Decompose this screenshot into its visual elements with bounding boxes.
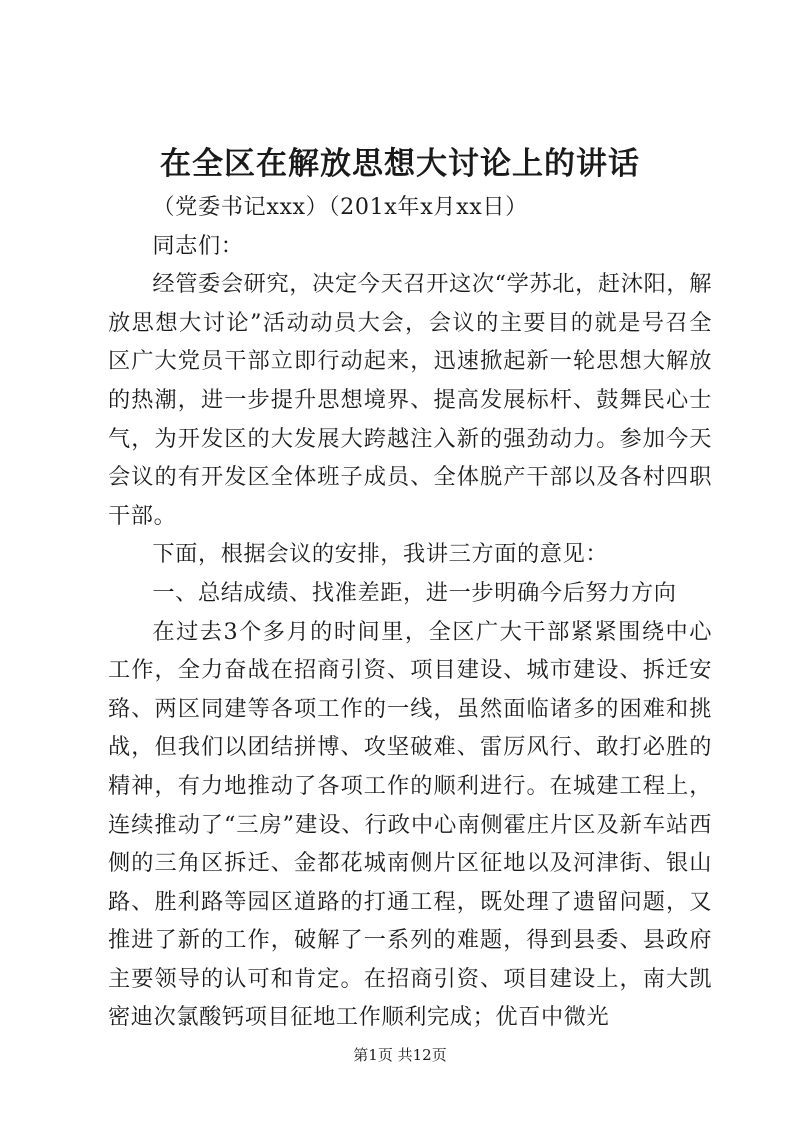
- salutation: 同志们：: [152, 232, 244, 259]
- page-footer: 第1页 共12页: [353, 1046, 447, 1064]
- document-title: 在全区在解放思想大讨论上的讲话: [160, 146, 640, 182]
- paragraph-achievements: 在过去3个多月的时间里，全区广大干部紧紧围绕中心工作，全力奋战在招商引资、项目建设、城市建设、拆迁安臵、两区同建等各项工作的一线，虽然面临诸多的困难和挑战，但我们以团结拼博、攻坚破难、雷厉风行、敢打必胜的精神，有力地推动了各项工作的顺利进行。在城建工程上，连续推动了“三房”建设、行政中心南侧霍庄片区及新车站西侧的三角区拆迁、金都花城南侧片区征地以及河津街、银山路、胜利路等园区道路的打通工程，既处理了遗留问题，又推进了新的工作，破解了一系列的难题，得到县委、县政府主要领导的认可和肯定。在招商引资、项目建设上，南大凯密迪次氯酸钙项目征地工作顺利完成；优百中微光: [108, 618, 712, 1031]
- paragraph-outline: 下面，根据会议的安排，我讲三方面的意见：: [152, 541, 609, 568]
- speaker-date-line: （党委书记xxx）（201x年x月xx日）: [152, 194, 528, 220]
- section-heading-1: 一、总结成绩、找准差距，进一步明确今后努力方向: [152, 579, 677, 606]
- document-body: [108, 188, 712, 1037]
- paragraph-intro: 经管委会研究，决定今天召开这次“学苏北，赶沐阳，解放思想大讨论”活动动员大会，会议的主要目的就是号召全区广大党员干部立即行动起来，迅速掀起新一轮思想大解放的热潮，进一步提升思想境界、提高发展标杆、鼓舞民心士气，为开发区的大发展大跨越注入新的强劲动力。参加今天会议的有开发区全体班子成员、全体脱产干部以及各村四职干部。: [108, 271, 712, 529]
